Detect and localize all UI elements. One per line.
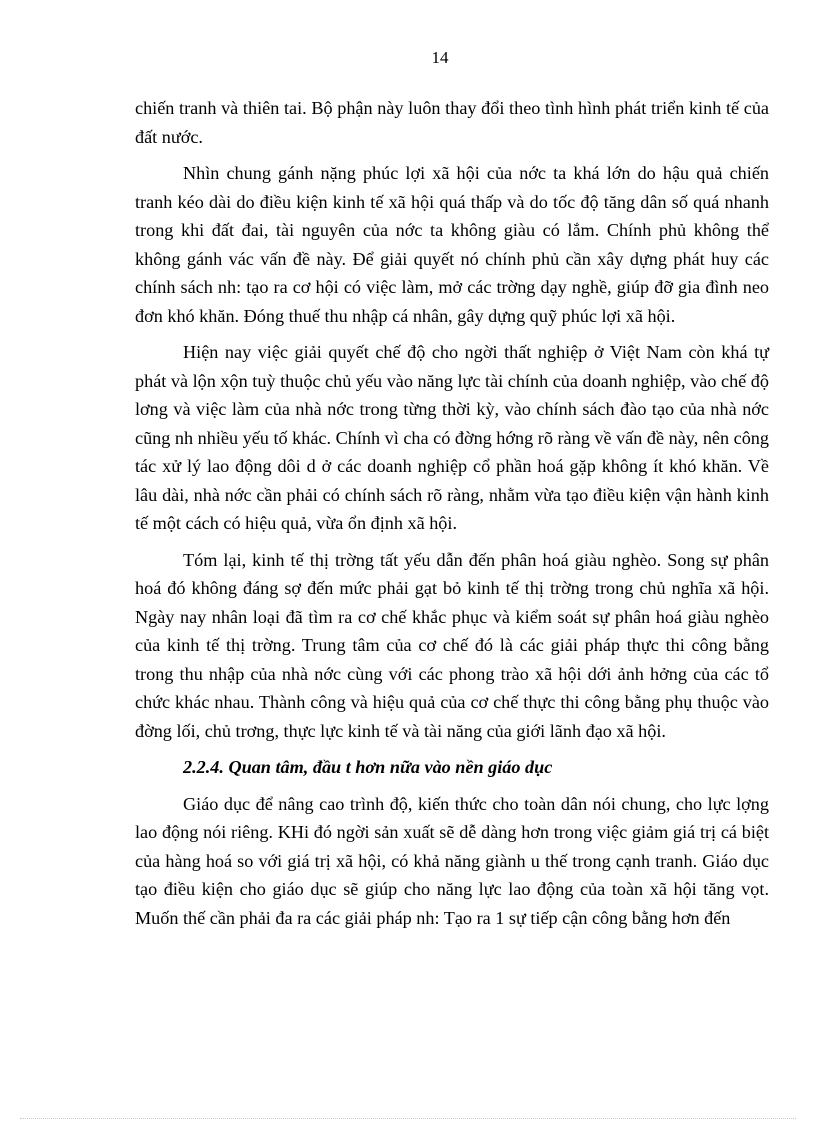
paragraph-continuation: chiến tranh và thiên tai. Bộ phận này luôn thay đổi theo tình hình phát triển kinh tế của đất nước.: [135, 98, 769, 147]
paragraph-unemployment: Hiện nay việc giải quyết chế độ cho ngời thất nghiệp ở Việt Nam còn khá tự phát và lộn xộn tuỳ thuộc chủ yếu vào năng lực tài chính của doanh nghiệp, vào chế độ lơng và việc làm của nhà nớc trong từng thời kỳ, vào chính sách đào tạo của nhà nớc cũng nh nhiều yếu tố khác. Chính vì cha có đờng hớng rõ ràng về vấn đề này, nên công tác xử lý lao động dôi d ở các doanh nghiệp cổ phần hoá gặp không ít khó khăn. Về lâu dài, nhà nớc cần phải có chính sách rõ ràng, nhằm vừa tạo điều kiện vận hành kinh tế một cách có hiệu quả, vừa ổn định xã hội.: [135, 342, 769, 533]
paragraph-social-welfare: Nhìn chung gánh nặng phúc lợi xã hội của nớc ta khá lớn do hậu quả chiến tranh kéo dài do điều kiện kinh tế xã hội quá thấp và do tốc độ tăng dân số quá nhanh trong khi đất đai, tài nguyên của nớc ta không giàu có lắm. Chính phủ không thể không gánh vác vấn đề này. Để giải quyết nó chính phủ cần xây dựng phát huy các chính sách nh: tạo ra cơ hội có việc làm, mở các trờng dạy nghề, giúp đỡ gia đình neo đơn khó khăn. Đóng thuế thu nhập cá nhân, gây dựng quỹ phúc lợi xã hội.: [135, 163, 769, 326]
document-body: [135, 94, 769, 940]
section-heading: 2.2.4. Quan tâm, đầu t hơn nữa vào nền giáo dục: [183, 757, 553, 777]
page-number: 14: [431, 48, 449, 67]
paragraph-conclusion: Tóm lại, kinh tế thị trờng tất yếu dẫn đến phân hoá giàu nghèo. Song sự phân hoá đó không đáng sợ đến mức phải gạt bỏ kinh tế thị trờng trong chủ nghĩa xã hội. Ngày nay nhân loại đã tìm ra cơ chế khắc phục và kiểm soát sự phân hoá giàu nghèo của kinh tế thị trờng. Trung tâm của cơ chế đó là các giải pháp thực thi công bằng trong thu nhập của nhà nớc cùng với các phong trào xã hội dới ảnh hởng của các tổ chức khác nhau. Thành công và hiệu quả của cơ chế thực thi công bằng phụ thuộc vào đờng lối, chủ trơng, thực lực kinh tế và tài năng của giới lãnh đạo xã hội.: [135, 549, 769, 741]
page-bottom-divider: [20, 1118, 796, 1119]
paragraph-education: Giáo dục để nâng cao trình độ, kiến thức cho toàn dân nói chung, cho lực lợng lao động nói riêng. KHi đó ngời sản xuất sẽ dễ dàng hơn trong việc giảm giá trị cá biệt của hàng hoá so với giá trị xã hội, có khả năng giành u thế trong cạnh tranh. Giáo dục tạo điều kiện cho giáo dục sẽ giúp cho năng lực lao động của toàn xã hội tăng vọt. Muốn thế cần phải đa ra các giải pháp nh: Tạo ra 1 sự tiếp cận công bằng hơn đến: [135, 793, 769, 928]
